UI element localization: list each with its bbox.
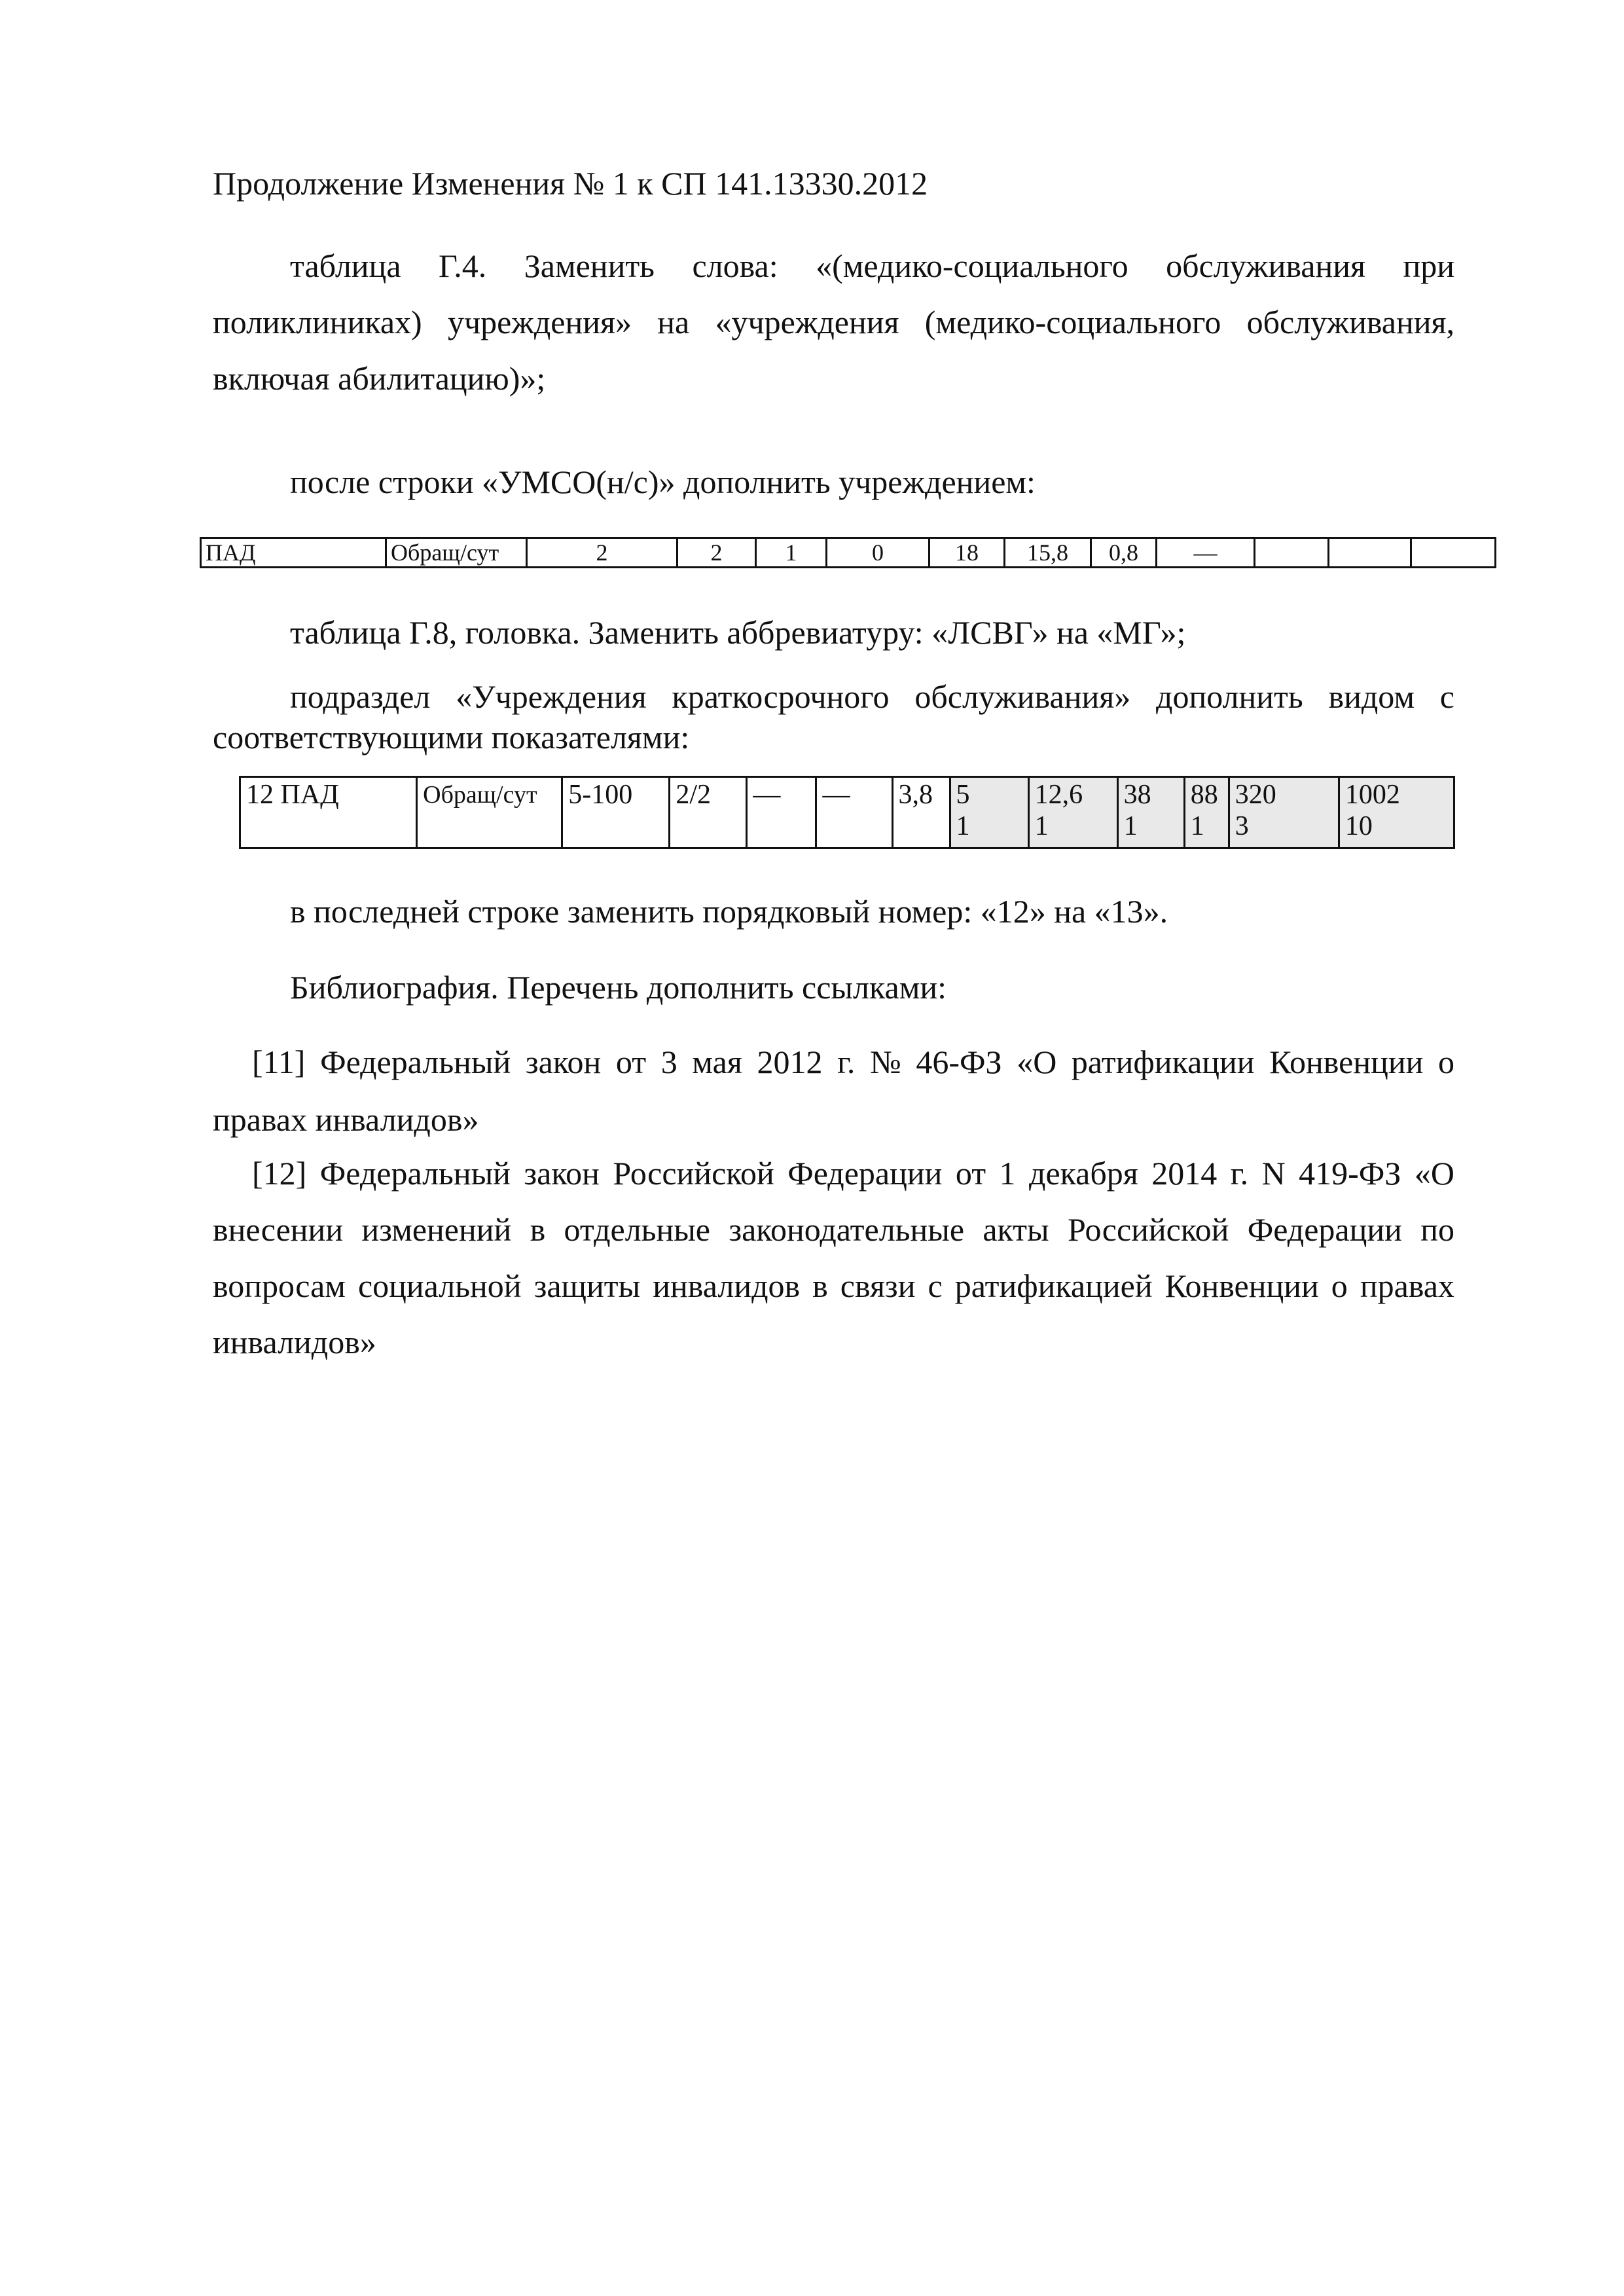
word: от xyxy=(955,1155,986,1192)
table1-cell xyxy=(1329,538,1411,568)
word: от xyxy=(615,1044,647,1080)
word: Г.4. xyxy=(438,247,487,284)
word: в xyxy=(812,1267,828,1304)
word: [12] xyxy=(252,1155,307,1192)
word: обслуживания» xyxy=(914,678,1131,715)
word: 2012 xyxy=(757,1044,823,1080)
table2-cell: 320 3 xyxy=(1229,777,1339,848)
word: на xyxy=(657,304,690,340)
word: учреждения» xyxy=(447,304,632,340)
word: видом xyxy=(1328,678,1415,715)
ref12-line4: инвалидов» xyxy=(213,1324,376,1360)
table1-cell: ПАД xyxy=(201,538,386,568)
word: г. xyxy=(1230,1155,1249,1192)
word: мая xyxy=(692,1044,742,1080)
para3: таблица Г.8, головка. Заменить аббревиатуру: «ЛСВГ» на «МГ»; xyxy=(290,614,1186,651)
table2-cell: 5 1 xyxy=(950,777,1028,848)
word: Российской xyxy=(1067,1211,1229,1248)
word: дополнить xyxy=(1156,678,1303,715)
word: законодательные xyxy=(729,1211,965,1248)
table2-cell: 3,8 xyxy=(892,777,950,848)
word: «Учреждения xyxy=(456,678,647,715)
ref11-line2: правах инвалидов» xyxy=(213,1101,479,1138)
word: внесении xyxy=(213,1211,344,1248)
table2-cell: 1002 10 xyxy=(1339,777,1454,848)
word: ратификацией xyxy=(954,1267,1153,1304)
word: 1 xyxy=(999,1155,1016,1192)
page-header: Продолжение Изменения № 1 к СП 141.13330.2012 xyxy=(213,165,928,202)
word: Заменить xyxy=(524,247,655,284)
ref11-line1 xyxy=(252,1042,1454,1082)
table2-cell: 38 1 xyxy=(1117,777,1184,848)
word: отдельные xyxy=(564,1211,710,1248)
word: таблица xyxy=(290,247,401,284)
word: обслуживания xyxy=(1166,247,1366,284)
para2: после строки «УМСО(н/с)» дополнить учреждением: xyxy=(290,464,1036,500)
word: декабря xyxy=(1029,1155,1138,1192)
para1-line2 xyxy=(213,302,1454,342)
table2-cell: 5-100 xyxy=(562,777,670,848)
word: «учреждения xyxy=(715,304,899,340)
para1-line1 xyxy=(290,246,1454,285)
table2-cell: Обращ/сут xyxy=(417,777,562,848)
table-pad-row xyxy=(200,537,1496,568)
table1-cell: — xyxy=(1157,538,1255,568)
word: вопросам xyxy=(213,1267,346,1304)
word: по xyxy=(1420,1211,1454,1248)
word: «О xyxy=(1017,1044,1057,1080)
word: Федеральный xyxy=(320,1044,511,1080)
para5: в последней строке заменить порядковый номер: «12» на «13». xyxy=(290,893,1168,930)
word: 2014 xyxy=(1151,1155,1218,1192)
word: Федерации xyxy=(787,1155,943,1192)
table2-cell: 12,6 1 xyxy=(1028,777,1117,848)
para1-line3: включая абилитацию)»; xyxy=(213,360,546,397)
word: о xyxy=(1437,1044,1454,1080)
table1-cell: 0,8 xyxy=(1091,538,1157,568)
word: 3 xyxy=(660,1044,677,1080)
table-pad-indicators xyxy=(239,776,1455,849)
para4-line1 xyxy=(290,677,1454,716)
table2-cell: — xyxy=(816,777,892,848)
word: изменений xyxy=(361,1211,512,1248)
word: при xyxy=(1403,247,1454,284)
word: инвалидов xyxy=(653,1267,801,1304)
table1-cell xyxy=(1411,538,1496,568)
word: «О xyxy=(1414,1155,1454,1192)
word: в xyxy=(530,1211,546,1248)
word: закон xyxy=(525,1044,602,1080)
word: Конвенции xyxy=(1164,1267,1319,1304)
word: 419-ФЗ xyxy=(1299,1155,1401,1192)
word: ратификации xyxy=(1071,1044,1255,1080)
word: закон xyxy=(524,1155,600,1192)
word: обслуживания, xyxy=(1246,304,1454,340)
table1-cell: 15,8 xyxy=(1005,538,1091,568)
word: защиты xyxy=(533,1267,641,1304)
word: 46-ФЗ xyxy=(916,1044,1002,1080)
table1-cell: 1 xyxy=(756,538,827,568)
word: акты xyxy=(983,1211,1049,1248)
table1-cell: Обращ/сут xyxy=(386,538,527,568)
table1-cell: 2 xyxy=(677,538,756,568)
word: связи xyxy=(840,1267,916,1304)
word: № xyxy=(870,1044,901,1080)
table1-cell: 0 xyxy=(827,538,929,568)
word: «(медико-социального xyxy=(816,247,1128,284)
word: [11] xyxy=(252,1044,306,1080)
word: подраздел xyxy=(290,678,431,715)
ref12-line1 xyxy=(252,1154,1454,1193)
word: N xyxy=(1261,1155,1286,1192)
table2-cell: 12 ПАД xyxy=(240,777,417,848)
word: Федерации xyxy=(1247,1211,1402,1248)
para6: Библиография. Перечень дополнить ссылками: xyxy=(290,969,947,1006)
word: с xyxy=(928,1267,943,1304)
word: Конвенции xyxy=(1269,1044,1424,1080)
word: Российской xyxy=(613,1155,774,1192)
para4-line2: соответствующими показателями: xyxy=(213,719,690,756)
ref12-line3 xyxy=(213,1266,1454,1305)
word: Федеральный xyxy=(319,1155,511,1192)
word: (медико-социального xyxy=(924,304,1221,340)
table1-cell: 2 xyxy=(527,538,677,568)
word: правах xyxy=(1360,1267,1454,1304)
word: краткосрочного xyxy=(672,678,890,715)
word: о xyxy=(1331,1267,1348,1304)
table1-cell xyxy=(1255,538,1329,568)
table1-cell: 18 xyxy=(929,538,1005,568)
table2-cell: 2/2 xyxy=(670,777,747,848)
word: слова: xyxy=(692,247,778,284)
word: г. xyxy=(837,1044,856,1080)
word: с xyxy=(1439,678,1454,715)
table2-cell: — xyxy=(747,777,816,848)
word: социальной xyxy=(357,1267,522,1304)
ref12-line2 xyxy=(213,1210,1454,1249)
table2-cell: 88 1 xyxy=(1184,777,1229,848)
word: поликлиниках) xyxy=(213,304,422,340)
